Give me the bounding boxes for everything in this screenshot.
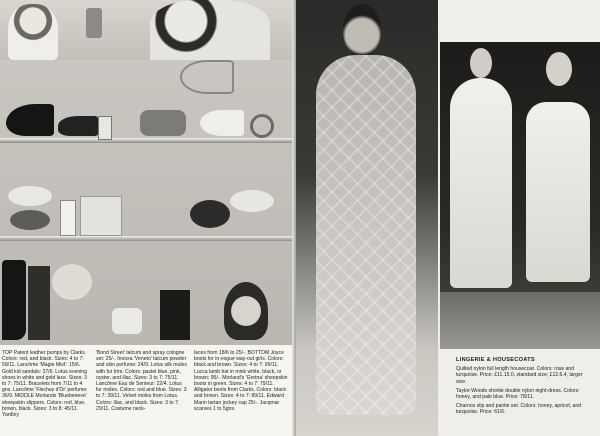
quilted-housecoat (316, 55, 416, 415)
fur-hat (52, 264, 92, 300)
ankle-boot (160, 290, 190, 340)
talc-box (60, 200, 76, 236)
lingerie-caption (456, 357, 594, 419)
gold-sandal (180, 60, 234, 94)
caption-column-2: 'Bond Street' talcum and spray cologne set: 25/-. Innoxa 'Veneto' talcum powder and skin perfume: 24/9. Lotus silk mules with fur trim. Colors: pastel blue, pink, oyster, and lilac. Sizes: 3 to 7: 75/11. Lancôme Eau de Senteur: 22/4. Lotus fur moles. Colors: red and blue. Sizes: 3 to 7: 39/11. Velvet moles from Lotus. Colors: lilac, and black. Sizes: 3 to 7: 29/11. Costume neck- (96, 350, 187, 412)
black-pump (6, 104, 54, 136)
slipper-2 (10, 210, 50, 230)
top-margin (440, 0, 600, 42)
mule-white (230, 190, 274, 212)
cologne-box (80, 196, 122, 236)
nightdress-model-1 (450, 78, 512, 288)
slipper-1 (8, 186, 52, 206)
black-boot (2, 260, 26, 340)
model-head (343, 4, 381, 56)
caption-nightdress: Taylor-Woods shortie double nylon night-dress. Colors: honey, and pale blue. Price: 78/11. (456, 387, 580, 401)
slip-model-2 (526, 102, 590, 282)
nightdress-photo (440, 42, 600, 349)
caption-housecoat: Quilted nylon full length housecoat. Colors: rose and turquoise. Price: £11.15.0, standard size; £12.6.4, larger size. (456, 366, 583, 385)
bracelet (250, 114, 274, 138)
left-page (0, 0, 296, 436)
boy-left (8, 4, 58, 60)
section-heading: LINGERIE & HOUSECOATS (456, 357, 535, 363)
housecoat-photo (296, 0, 438, 436)
handbag (140, 110, 186, 136)
black-pump-2 (58, 116, 98, 136)
shelf-middle (0, 236, 292, 241)
shelves-photo (0, 60, 292, 345)
mannequin-head (224, 282, 268, 340)
fur-mule (190, 200, 230, 228)
floor (440, 292, 600, 349)
caption-slip-set: Charnos slip and pantie set. Colors: honey, apricot, and turquoise. Price: 61/6. (456, 403, 582, 416)
brown-boot (28, 266, 50, 340)
perfume-bottle (98, 116, 112, 140)
caption-column-1: TOP Patent leather pumps by Clarks. Colors: red, and black. Sizes: 4 to 7: 59/11. Lancôme 'Magie Mist': 15/6. Gold kid sandals: 37/6. Lotus evening shoes in white and gold lace. Sizes: 3 to 7: 75/11. Bracelets from 7/11 to 4 gns. Lancôme 'Fleches d'Or' perfume: 36/9. MIDDLE Morlands 'Bluebeneve' sheepskin slippers. Colors: red, blue, brown, black. Sizes: 3 to 8: 45/11. Yardley (2, 350, 88, 419)
shelf-top (0, 138, 292, 143)
boy-right (150, 0, 270, 60)
telephone (112, 308, 142, 334)
bottle (86, 8, 102, 38)
boys-photo (0, 0, 292, 60)
model-2-head (546, 52, 572, 86)
caption-column-3: laces from 18/6 to 25/-. BOTTOM Joyce boots for in-vogue way-out girls. Colors: black and brown. Sizes: 4 to 7: 99/11. Lucca lamb hat in mink white, black, or brown: 95/-. Morland's 'Gretna' sheepskin boots in green. Sizes: 4 to 7: 79/11. Alligator boots from Clarks. Colors: black and brown. Sizes: 4 to 7: 89/11. Edward Mann tartan jockey cap 25/-. Jacqmar scarves 1 to 5gns. (194, 350, 288, 412)
model-1-head (470, 48, 492, 78)
lace-shoe (200, 110, 244, 136)
